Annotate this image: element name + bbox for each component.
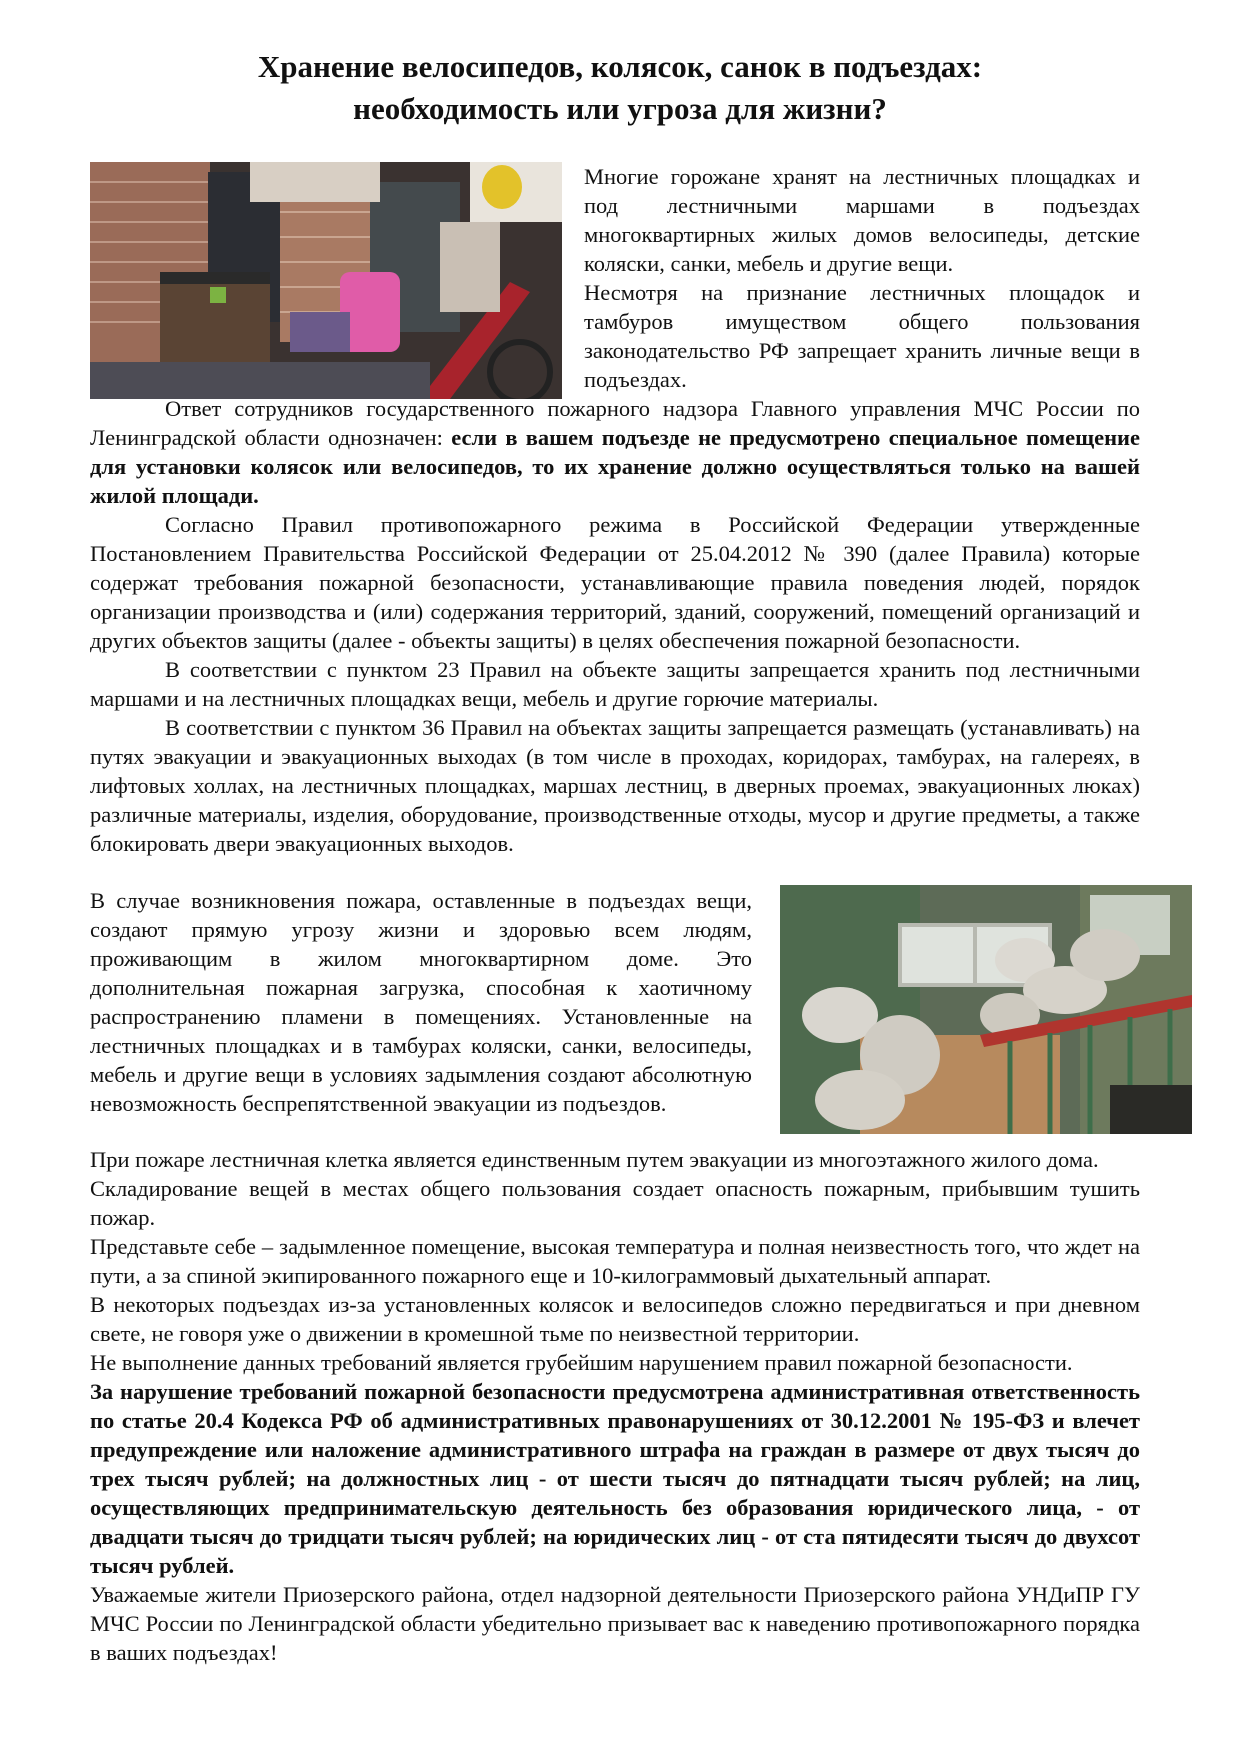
fire-case-paragraph: В случае возникновения пожара, оставленные в подъездах вещи, создают прямую угрозу жизни и здоровью всем людям, проживающим в жилом многоквартирном доме. Это дополнительная пожарная загрузка, способная к хаотичному распространению пламени в помещениях. Установленные на лестничных площадках и в тамбурах коляски, санки, велосипеды, мебель и другие вещи в условиях задымления создают абсолютную невозможность беспрепятственной эвакуации из подъездов. [90, 888, 752, 1116]
storage-paragraph: Складирование вещей в местах общего пользования создает опасность пожарным, прибывшим тушить пожар. [90, 1176, 1140, 1230]
answer-paragraph [90, 394, 1140, 510]
violation-paragraph: Не выполнение данных требований является грубейшим нарушением правил пожарной безопасности. [90, 1350, 1073, 1375]
point-36-paragraph: В соответствии с пунктом 36 Правил на объектах защиты запрещается размещать (устанавливать) на путях эвакуации и эвакуационных выходах (в том числе в проходах, коридорах, тамбурах, на галереях, в лифтовых холлах, на лестничных площадках, маршах лестниц, в дверных проемах, эвакуационных люках) различные материалы, изделия, оборудование, производственные отходы, мусор и другие предметы, а также блокировать двери эвакуационных выходов. [90, 715, 1140, 856]
fire-case-text [90, 886, 752, 1118]
page-title [90, 46, 1150, 130]
stairwell-strollers-photo [90, 162, 562, 399]
answer-plain: Ответ сотрудников государственного пожарного надзора Главного управления МЧС России по Ленинградской области однозначен: [90, 396, 1140, 450]
intro-paragraph-2: Несмотря на признание лестничных площадок и тамбуров имуществом общего пользования законодательство РФ запрещает хранить личные вещи в подъездах. [584, 280, 1140, 392]
penalty-paragraph: За нарушение требований пожарной безопасности предусмотрена административная ответственность по статье 20.4 Кодекса РФ об административных правонарушениях от 30.12.2001 № 195-ФЗ и влечет предупреждение или наложение административного штрафа на граждан в размере от двух тысяч до трех тысяч рублей; на должностных лиц - от шести тысяч до пятнадцати тысяч рублей; на лиц, осуществляющих предпринимательскую деятельность без образования юридического лица, - от двадцати тысяч до тридцати тысяч рублей; на юридических лиц - от ста пятидесяти тысяч до двухсот тысяч рублей. [90, 1379, 1140, 1578]
intro-text [584, 162, 1140, 394]
answer-bold: если в вашем подъезде не предусмотрено специальное помещение для установки колясок или велосипедов, то их хранение должно осуществляться только на вашей жилой площади. [90, 425, 1140, 508]
imagine-paragraph: Представьте себе – задымленное помещение, высокая температура и полная неизвестность того, что ждет на пути, а за спиной экипированного пожарного еще и 10-килограммовый дыхательный аппарат. [90, 1234, 1140, 1288]
title-line-2: необходимость или угроза для жизни? [353, 91, 887, 126]
point-23-paragraph: В соответствии с пунктом 23 Правил на объекте защиты запрещается хранить под лестничными маршами и на лестничных площадках вещи, мебель и другие горючие материалы. [90, 657, 1140, 711]
stairwell-paragraph: При пожаре лестничная клетка является единственным путем эвакуации из многоэтажного жилого дома. [90, 1147, 1099, 1172]
intro-paragraph-1: Многие горожане хранят на лестничных площадках и под лестничными маршами в подъездах многоквартирных жилых домов велосипеды, детские коляски, санки, мебель и другие вещи. [584, 164, 1140, 276]
title-line-1: Хранение велосипедов, колясок, санок в подъездах: [257, 49, 983, 84]
main-text [90, 394, 1140, 858]
bottom-text [90, 1145, 1140, 1667]
rules-paragraph: Согласно Правил противопожарного режима в Российской Федерации утвержденные Постановлением Правительства Российской Федерации от 25.04.2012 № 390 (далее Правила) которые содержат требования пожарной безопасности, устанавливающие правила поведения людей, порядок организации производства и (или) содержания территорий, зданий, сооружений, помещений организаций и других объектов защиты (далее - объекты защиты) в целях обеспечения пожарной безопасности. [90, 512, 1140, 653]
appeal-paragraph: Уважаемые жители Приозерского района, отдел надзорной деятельности Приозерского района УНДиПР ГУ МЧС России по Ленинградской области убедительно призывает вас к наведению противопожарного порядка в ваших подъездах! [90, 1582, 1140, 1665]
stairwell-sacks-photo [780, 885, 1192, 1134]
some-entrances-paragraph: В некоторых подъездах из-за установленных колясок и велосипедов сложно передвигаться и при дневном свете, не говоря уже о движении в кромешной тьме по неизвестной территории. [90, 1292, 1140, 1346]
